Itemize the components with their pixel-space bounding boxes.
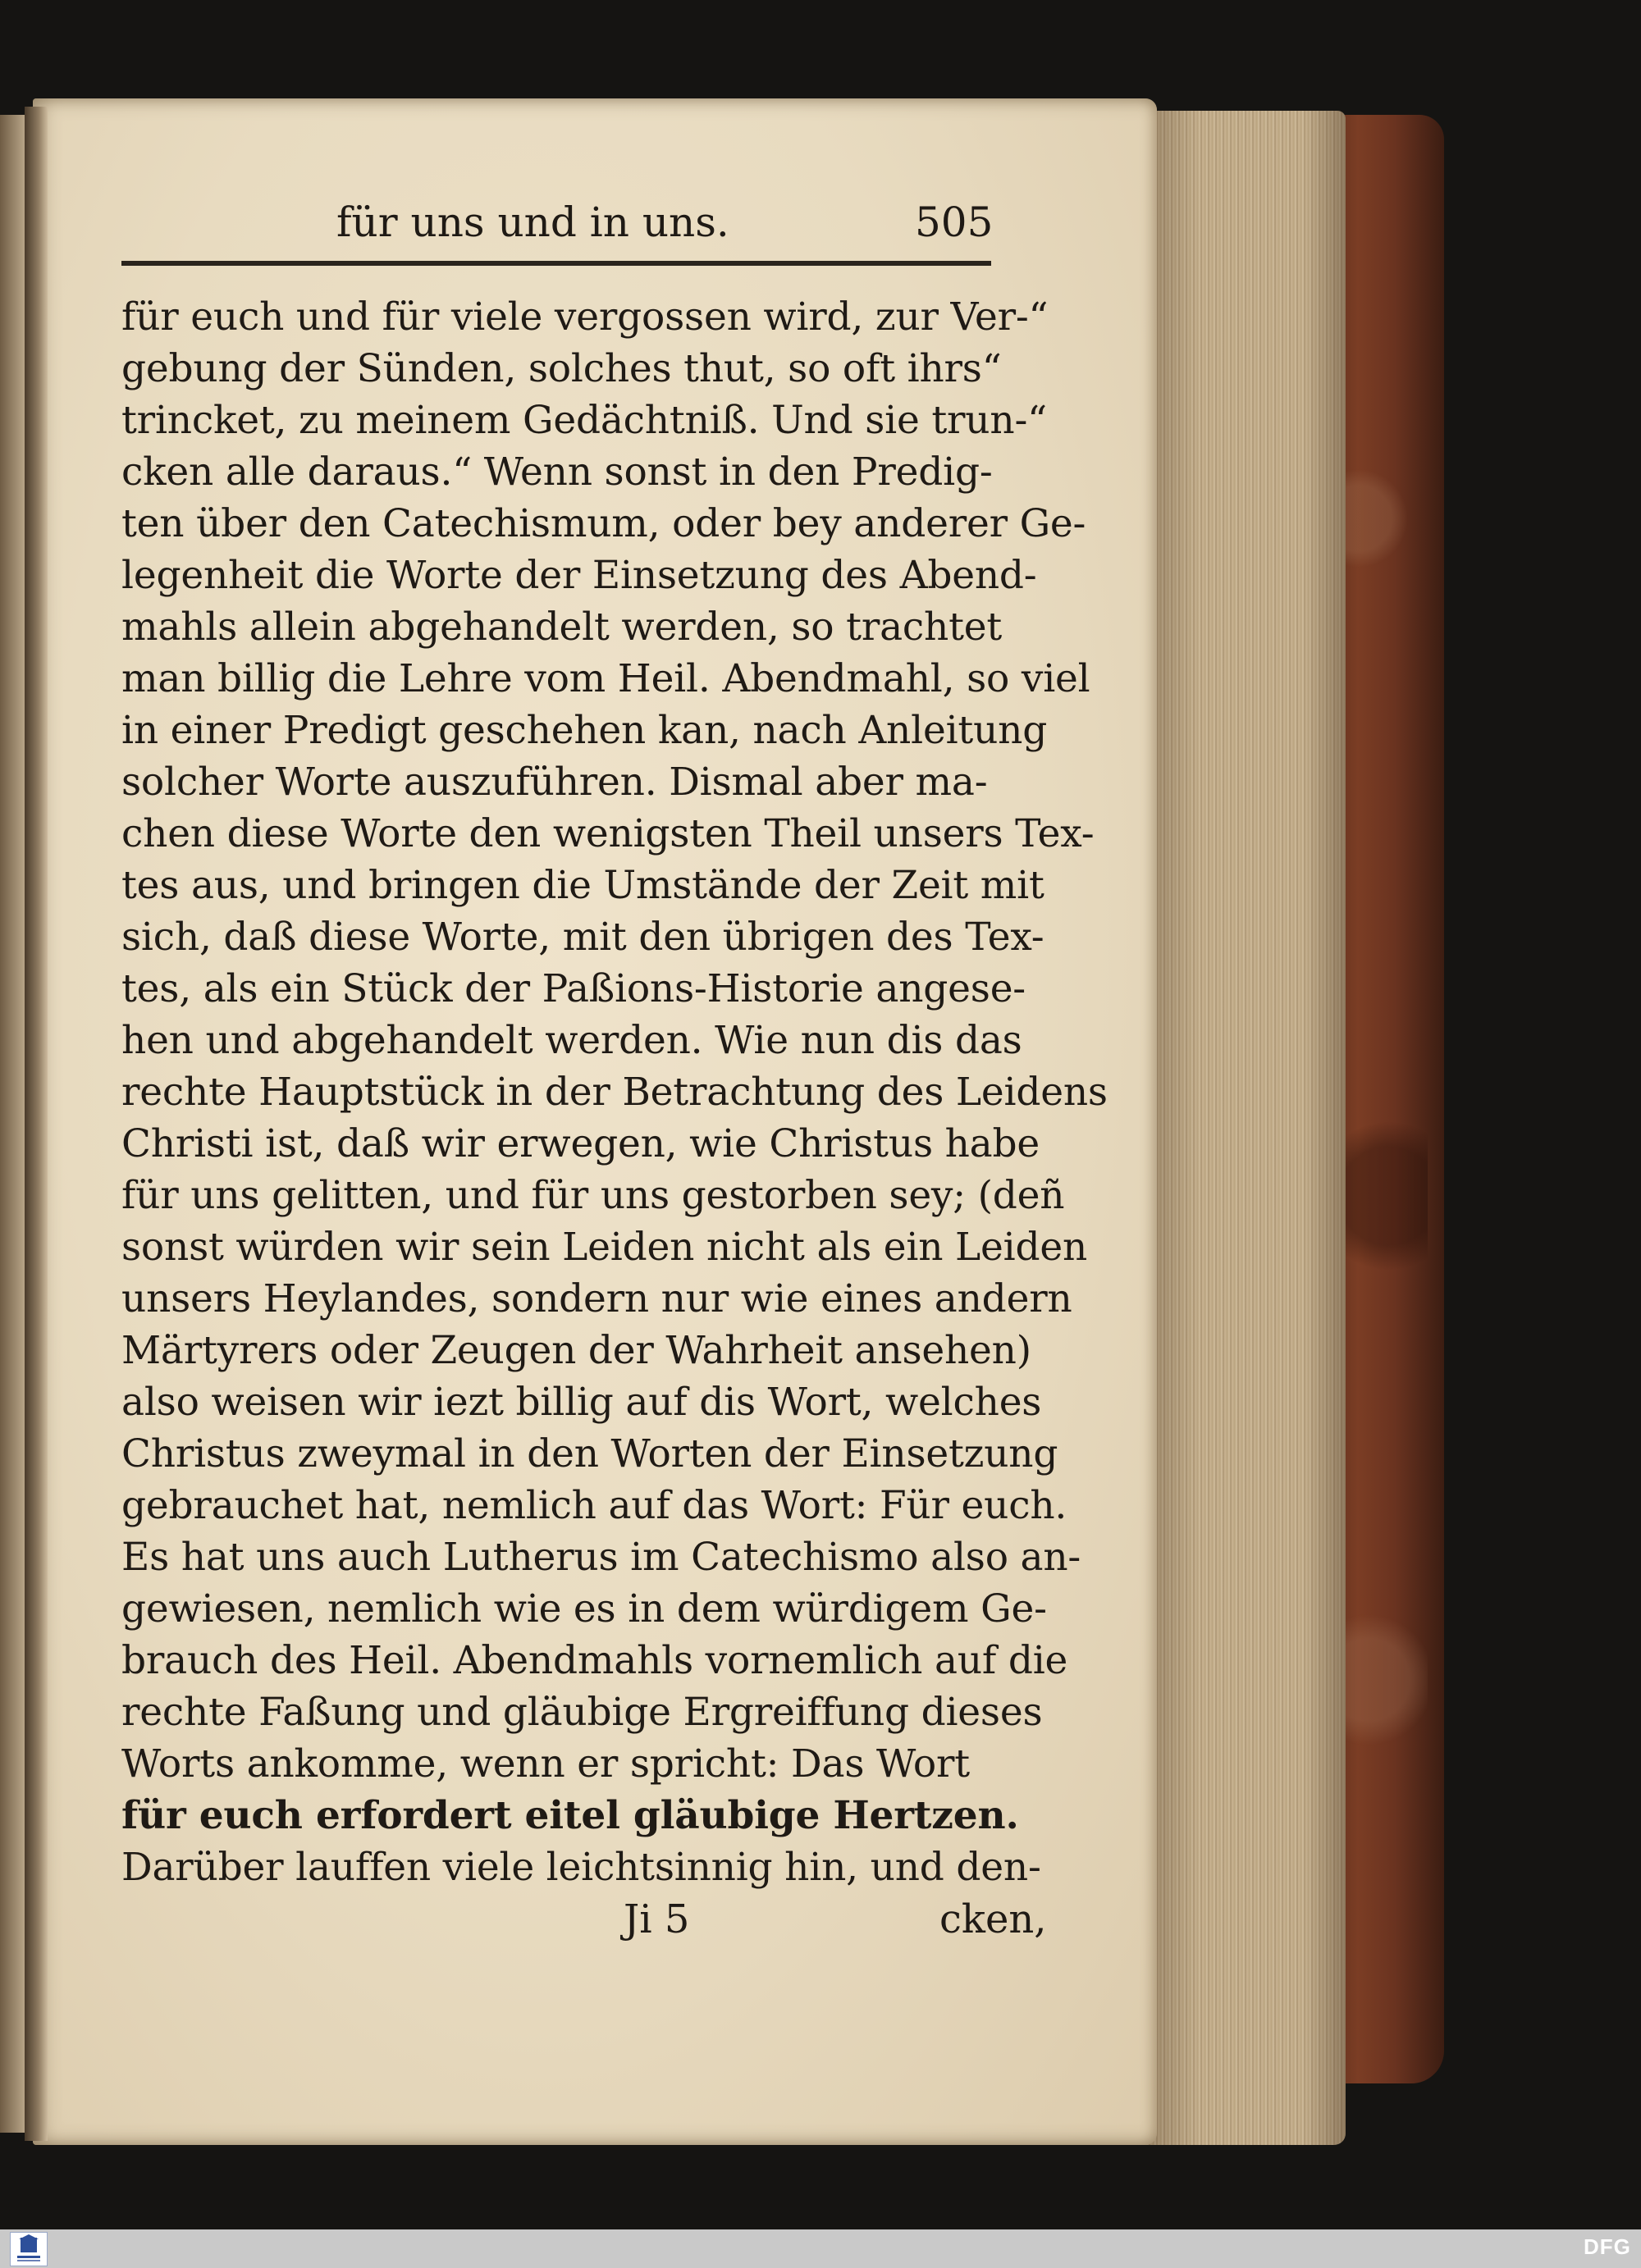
library-logo-icon xyxy=(10,2232,48,2266)
text-line: für uns gelitten, und für uns gestorben sey; (deñ xyxy=(121,1173,1065,1218)
text-line: sonst würden wir sein Leiden nicht als ein Leiden xyxy=(121,1225,1088,1270)
text-line: Christi ist, daß wir erwegen, wie Christus habe xyxy=(121,1121,1040,1166)
text-line: für euch und für viele vergossen wird, zur Ver-“ xyxy=(121,294,1049,340)
text-line: tes, als ein Stück der Paßions-Historie angese- xyxy=(121,966,1026,1011)
fore-edge-shade xyxy=(1136,111,1346,2145)
dfg-logo: DFG xyxy=(1584,2234,1631,2259)
viewer-bottom-bar xyxy=(0,2229,1641,2268)
text-line: tes aus, und bringen die Umstände der Zeit mit xyxy=(121,863,1044,908)
text-line: also weisen wir iezt billig auf dis Wort, welches xyxy=(121,1380,1042,1425)
text-line: rechte Faßung und gläubige Ergreiffung dieses xyxy=(121,1690,1043,1735)
text-line: solcher Worte auszuführen. Dismal aber ma- xyxy=(121,760,988,805)
catchword: cken, xyxy=(939,1896,1047,1942)
text-line: Es hat uns auch Lutherus im Catechismo also an- xyxy=(121,1535,1081,1580)
text-line: Christus zweymal in den Worten der Einsetzung xyxy=(121,1431,1058,1476)
text-line: gewiesen, nemlich wie es in dem würdigem Ge- xyxy=(121,1586,1047,1631)
text-line: Märtyrers oder Zeugen der Wahrheit ansehen) xyxy=(121,1328,1031,1373)
text-line: trincket, zu meinem Gedächtniß. Und sie trun-“ xyxy=(121,398,1047,443)
page-gutter xyxy=(25,107,48,2141)
text-line: legenheit die Worte der Einsetzung des Abend- xyxy=(121,553,1037,598)
text-line: brauch des Heil. Abendmahls vornemlich auf die xyxy=(121,1638,1068,1683)
text-line: Darüber lauffen viele leichtsinnig hin, und den- xyxy=(121,1845,1041,1890)
text-line: cken alle daraus.“ Wenn sonst in den Predig- xyxy=(121,449,993,495)
running-head: für uns und in uns. xyxy=(336,199,729,246)
text-line-emphasis: für euch erfordert eitel gläubige Hertzen. xyxy=(121,1793,1019,1838)
text-line: mahls allein abgehandelt werden, so trachtet xyxy=(121,605,1003,650)
text-line: gebung der Sünden, solches thut, so oft ihrs“ xyxy=(121,346,1002,391)
text-line: unsers Heylandes, sondern nur wie eines andern xyxy=(121,1276,1072,1321)
text-line: gebrauchet hat, nemlich auf das Wort: Für euch. xyxy=(121,1483,1067,1528)
text-line: man billig die Lehre vom Heil. Abendmahl, so viel xyxy=(121,656,1090,701)
text-line: Worts ankomme, wenn er spricht: Das Wort xyxy=(121,1741,970,1787)
signature-mark: Ji 5 xyxy=(624,1896,690,1942)
text-line: ten über den Catechismum, oder bey anderer Ge- xyxy=(121,501,1086,546)
text-line: chen diese Worte den wenigsten Theil unsers Tex- xyxy=(121,811,1095,856)
text-line: in einer Predigt geschehen kan, nach Anleitung xyxy=(121,708,1048,753)
header-rule xyxy=(121,261,991,266)
text-line: rechte Hauptstück in der Betrachtung des Leidens xyxy=(121,1070,1108,1115)
text-line: sich, daß diese Worte, mit den übrigen des Tex- xyxy=(121,915,1044,960)
text-line: hen und abgehandelt werden. Wie nun dis das xyxy=(121,1018,1022,1063)
page-number: 505 xyxy=(915,199,994,246)
